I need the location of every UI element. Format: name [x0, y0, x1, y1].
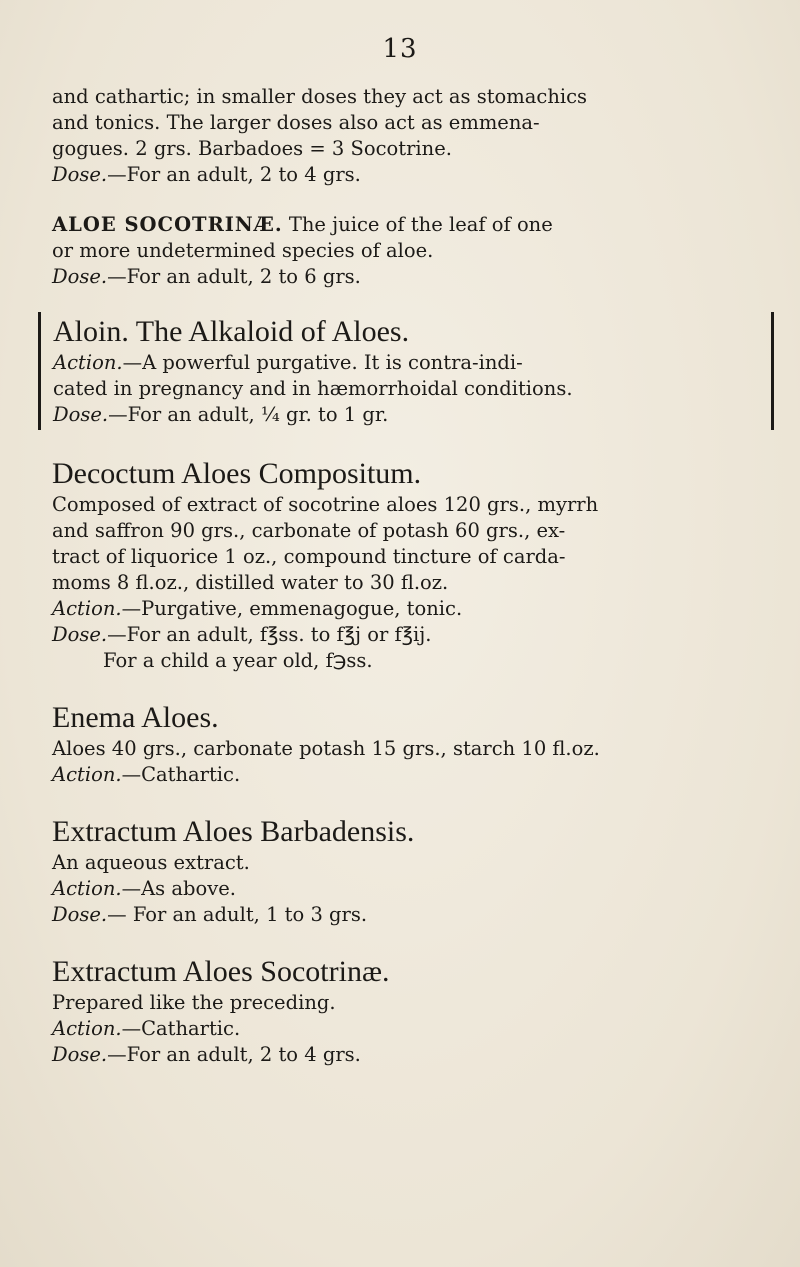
decoctum-line-2: and saffron 90 grs., carbonate of potash 60 grs., ex- [52, 519, 566, 542]
action-label: Action. [52, 597, 122, 620]
enema-line-1: Aloes 40 grs., carbonate potash 15 grs., starch 10 fl.oz. [52, 737, 600, 760]
decoctum-section [52, 456, 768, 674]
decoctum-line-4: moms 8 fl.oz., distilled water to 30 fl.oz. [52, 571, 449, 594]
action-label: Action. [53, 351, 123, 374]
aloe-socotrinae-text: The juice of the leaf of one [282, 213, 553, 236]
decoctum-line-1: Composed of extract of socotrine aloes 120 grs., myrrh [52, 493, 599, 516]
enema-section [52, 700, 768, 788]
decoctum-dose-child: For a child a year old, f℈ss. [103, 649, 373, 672]
aloin-action-2: cated in pregnancy and in hæmorrhoidal conditions. [53, 377, 573, 400]
aloe-socotrinae-dose [52, 264, 768, 290]
aloin-dose [53, 402, 761, 428]
dose-label: Dose. [52, 623, 108, 646]
action-label: Action. [52, 763, 122, 786]
intro-line-3: gogues. 2 grs. Barbadoes = 3 Socotrine. [52, 137, 452, 160]
extractum-barbadensis-action [52, 876, 768, 902]
extractum-barbadensis-section [52, 814, 768, 928]
extractum-barbadensis-dose [52, 902, 768, 928]
aloe-socotrinae-heading: ALOE SOCOTRINÆ. [52, 213, 283, 236]
extractum-socotrinae-section [52, 954, 768, 1068]
dose-label: Dose. [52, 163, 108, 186]
dose-label: Dose. [52, 265, 108, 288]
action-text: —A powerful purgative. It is contra-indi- [122, 351, 523, 374]
aloe-socotrinae-line-2: or more undetermined species of aloe. [52, 239, 434, 262]
action-text: —As above. [121, 877, 236, 900]
aloe-socotrinae-section [52, 212, 768, 290]
enema-title: Enema Aloes. [52, 701, 219, 734]
action-text: —Cathartic. [121, 1017, 241, 1040]
dose-label: Dose. [52, 903, 108, 926]
action-label: Action. [52, 1017, 122, 1040]
page-number: 13 [382, 34, 418, 64]
extractum-socotrinae-dose [52, 1042, 768, 1068]
aloe-socotrinae-line-1 [52, 212, 768, 238]
dose-text: —For an adult, 2 to 6 grs. [107, 265, 361, 288]
extractum-barbadensis-title: Extractum Aloes Barbadensis. [52, 815, 415, 848]
dose-text: —For an adult, 2 to 4 grs. [107, 1043, 361, 1066]
extractum-socotrinae-action [52, 1016, 768, 1042]
intro-line-2: and tonics. The larger doses also act as emmena- [52, 111, 540, 134]
page-content [52, 84, 768, 1068]
dose-text: — For an adult, 1 to 3 grs. [107, 903, 368, 926]
intro-dose [52, 162, 768, 188]
extractum-socotrinae-title: Extractum Aloes Socotrinæ. [52, 955, 390, 988]
enema-action [52, 762, 768, 788]
aloin-section [38, 312, 774, 430]
dose-text: —For an adult, 2 to 4 grs. [107, 163, 361, 186]
extractum-socotrinae-line-1: Prepared like the preceding. [52, 991, 336, 1014]
intro-section [52, 84, 768, 188]
decoctum-action [52, 596, 768, 622]
decoctum-line-3: tract of liquorice 1 oz., compound tincture of carda- [52, 545, 566, 568]
dose-text: —For an adult, ¼ gr. to 1 gr. [108, 403, 389, 426]
dose-text: —For an adult, f℥ss. to f℥j or f℥ij. [107, 623, 432, 646]
action-label: Action. [52, 877, 122, 900]
aloin-title: Aloin. The Alkaloid of Aloes. [53, 315, 410, 348]
intro-line-1: and cathartic; in smaller doses they act as stomachics [52, 85, 588, 108]
action-text: —Cathartic. [121, 763, 241, 786]
extractum-barbadensis-line-1: An aqueous extract. [52, 851, 250, 874]
decoctum-title: Decoctum Aloes Compositum. [52, 457, 422, 490]
decoctum-dose [52, 622, 768, 648]
aloin-action-1 [53, 350, 761, 376]
dose-label: Dose. [53, 403, 109, 426]
dose-label: Dose. [52, 1043, 108, 1066]
action-text: —Purgative, emmenagogue, tonic. [121, 597, 463, 620]
